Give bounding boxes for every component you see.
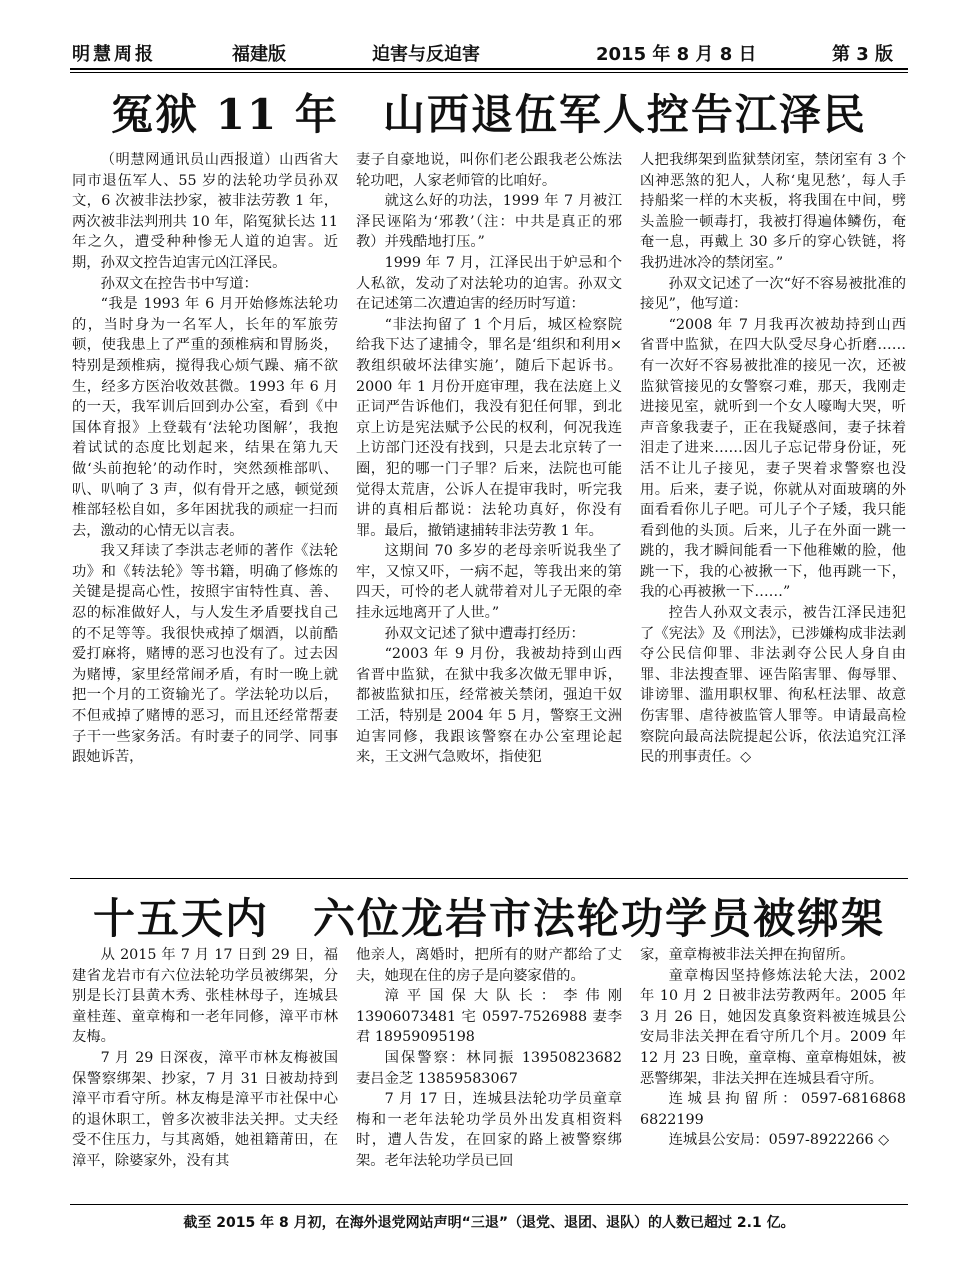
article1-paragraph: 我又拜读了李洪志老师的著作《法轮功》和《转法轮》等书籍，明确了修炼的关键是提高心性，按照宇宙特性真、善、忍的标准做好人，与人发生矛盾要找自己的不足等等。我很快戒掉了烟酒，以前酷爱打麻将，赌博的恶习也没有了。过去因为赌博，家里经常闹矛盾，有时一晚上就把一个月的工资输光了。学法轮功以后，不但戒掉了赌博的恶习，而且还经常帮妻子干一些家务活。有时妻子的同学、同事跟她诉苦， (72, 543, 338, 766)
article1-paragraph: 就这么好的功法，1999 年 7 月被江泽民诬陷为‘邪教’（注：中共是真正的邪教）并残酷地打压。” (356, 193, 622, 251)
article1-column-2 (356, 150, 622, 875)
article2-paragraph: 从 2015 年 7 月 17 日到 29 日，福建省龙岩市有六位法轮功学员被绑架，分别是长汀县黄木秀、张桂林母子，连城县童桂莲、童章梅和一老年同修，漳平市林友梅。 (72, 947, 338, 1046)
article1-paragraph: 孙双文记述了一次“好不容易被批准的接见”，他写道： (640, 275, 906, 313)
article1-column-1 (72, 150, 338, 875)
article2-paragraph: 7 月 29 日深夜，漳平市林友梅被国保警察绑架、抄家，7 月 31 日被劫持到漳平市看守所。林友梅是漳平市社保中心的退休职工，曾多次被非法关押。丈夫经受不住压力，与其离婚，她祖籍莆田，在漳平，除婆家外，没有其 (72, 1049, 338, 1169)
article2-paragraph: 童章梅因坚持修炼法轮大法，2002 年 10 月 2 日被非法劳教两年。2005 年 3 月 26 日，她因发真象资料被连城县公安局非法关押在看守所几个月。2009 年 12 月 23 日晚，童章梅、童章梅姐妹，被恶警绑架，非法关押在连城县看守所。 (640, 967, 906, 1087)
article1-paragraph: 1999 年 7 月，江泽民出于妒忌和个人私欲，发动了对法轮功的迫害。孙双文在记述第二次遭迫害的经历时写道： (356, 254, 622, 313)
article2-paragraph: 连城县拘留所：0597-6816868 6822199 (640, 1091, 906, 1128)
article2-paragraph: 他亲人，离婚时，把所有的财产都给了丈夫，她现在住的房子是向婆家借的。 (356, 947, 622, 984)
article1-paragraph: “2008 年 7 月我再次被劫持到山西省晋中监狱，在四大队受尽身心折磨……有一次好不容易被批准的接见一次，还被监狱管接见的女警察刁难，那天，我刚走进接见室，就听到一个女人嚎啕大哭，听声音象我妻子，正在我疑惑间，妻子抹着泪走了进来……因儿子忘记带身份证，死活不让儿子接见，妻子哭着求警察也没用。后来，妻子说，你就从对面玻璃的外面看看你儿子吧。可儿子个子矮，我只能看到他的头顶。后来，儿子在外面一跳一跳的，我才瞬间能看一下他稚嫩的脸，他跳一下，我的心被揪一下，他再跳一下，我的心再被揪一下……” (640, 316, 906, 601)
article1-paragraph: 人把我绑架到监狱禁闭室，禁闭室有 3 个凶神恶煞的犯人，人称‘鬼见愁’，每人手持船桨一样的木夹板，将我围在中间，劈头盖脸一顿毒打，我被打得遍体鳞伤，奄奄一息，再戴上 30 多斤的穿心铁链，将我扔进冰冷的禁闭室。” (640, 152, 906, 271)
article2-column-3 (640, 945, 906, 1200)
page-header (72, 40, 904, 66)
page-number: 第 3 版 (832, 44, 894, 65)
article2-column-1 (72, 945, 338, 1200)
paper-name: 明慧周报 (72, 44, 156, 65)
footer-rule (70, 1204, 908, 1205)
header-rule (70, 68, 908, 70)
article2-title: 十五天内 六位龙岩市法轮功学员被绑架 (92, 894, 885, 943)
footer-notice: 截至 2015 年 8 月初，在海外退党网站声明“三退”（退党、退团、退队）的人数已超过 2.1 亿。 (183, 1215, 795, 1231)
section-label: 迫害与反迫害 (372, 44, 480, 65)
article1-paragraph: “非法拘留了 1 个月后，城区检察院给我下达了逮捕令，罪名是‘组织和利用×教组织破坏法律实施’，随后下起诉书。2000 年 1 月份开庭审理，我在法庭上义正词严告诉他们，我没有犯任何罪，到北京上访是宪法赋予公民的权利，何况我连上访部门还没有找到，只是去北京转了一圈，犯的哪一门子罪？后来，法院也可能觉得太荒唐，公诉人在提审我时，听完我讲的真相后都说：法轮功真好，你没有罪。最后，撤销逮捕转非法劳教 1 年。 (356, 316, 622, 539)
header-rule-thin (70, 72, 908, 73)
article1-paragraph: “我是 1993 年 6 月开始修炼法轮功的，当时身为一名军人，长年的军旅劳顿，使我患上了严重的颈椎病和胃肠炎，特别是颈椎病，搅得我心烦气躁、痛不欲生，经多方医治收效甚微。1993 年 6 月的一天，我军训后回到办公室，看到《中国体育报》上登载有‘法轮功图解’，我抱着试试的态度比划起来，结果在第九天做‘头前抱轮’的动作时，突然颈椎部叭、叭、叭响了 3 声，似有骨开之感，顿觉颈椎部轻松自如，多年困扰我的顽症一扫而去，激动的心情无以言表。 (72, 296, 338, 539)
article2-column-2 (356, 945, 622, 1200)
article1-paragraph: 孙双文在控告书中写道： (100, 275, 258, 292)
edition-label: 福建版 (232, 44, 286, 65)
article-divider (70, 878, 908, 879)
article1-paragraph: 妻子自豪地说，叫你们老公跟我老公炼法轮功吧，人家老师管的比咱好。 (356, 152, 622, 189)
article2-paragraph: 7 月 17 日，连城县法轮功学员童章梅和一老年法轮功学员外出发真相资料时，遭人告发，在回家的路上被警察绑架。老年法轮功学员已回 (356, 1091, 622, 1169)
article1-paragraph: 孙双文记述了狱中遭毒打经历： (384, 625, 585, 642)
article2-paragraph: 漳平国保大队长：李伟刚 13906073481 宅 0597-7526988 妻李君 18959095198 (356, 988, 622, 1046)
article2-paragraph: 家，童章梅被非法关押在拘留所。 (640, 947, 855, 963)
article1-paragraph: 这期间 70 多岁的老母亲听说我坐了牢，又惊又吓，一病不起，等我出来的第四天，可怜的老人就带着对儿子无限的牵挂永远地离开了人世。” (356, 543, 622, 622)
article1-paragraph: （明慧网通讯员山西报道）山西省大同市退伍军人、55 岁的法轮功学员孙双文，6 次被非法抄家，被非法劳教 1 年，两次被非法判刑共 10 年，陷冤狱长达 11 年之久，遭受种种惨无人道的迫害。近期，孙双文控告迫害元凶江泽民。 (72, 152, 338, 271)
article1-paragraph: “2003 年 9 月份，我被劫持到山西省晋中监狱，在狱中我多次做无罪申诉，都被监狱扣压，经常被关禁闭，强迫干奴工活，特别是 2004 年 5 月，警察王文洲迫害同修，我跟该警察在办公室理论起来，王文洲气急败坏，指使犯 (356, 646, 622, 766)
article1-column-3 (640, 150, 906, 875)
article2-paragraph: 国保警察：林同振 13950823682 妻吕金芝 13859583067 (356, 1049, 622, 1087)
issue-date: 2015 年 8 月 8 日 (596, 44, 757, 65)
article1-title: 冤狱 11 年 山西退伍军人控告江泽民 (111, 90, 867, 139)
article2-paragraph: 连城县公安局：0597-8922266 ◇ (668, 1132, 890, 1149)
article1-paragraph: 控告人孙双文表示，被告江泽民违犯了《宪法》及《刑法》，已涉嫌构成非法剥夺公民信仰罪、非法剥夺公民人身自由罪、非法搜查罪、诬告陷害罪、侮辱罪、诽谤罪、滥用职权罪、徇私枉法罪、故意伤害罪、虐待被监管人罪等。申请最高检察院向最高法院提起公诉，依法追究江泽民的刑事责任。◇ (640, 605, 906, 766)
